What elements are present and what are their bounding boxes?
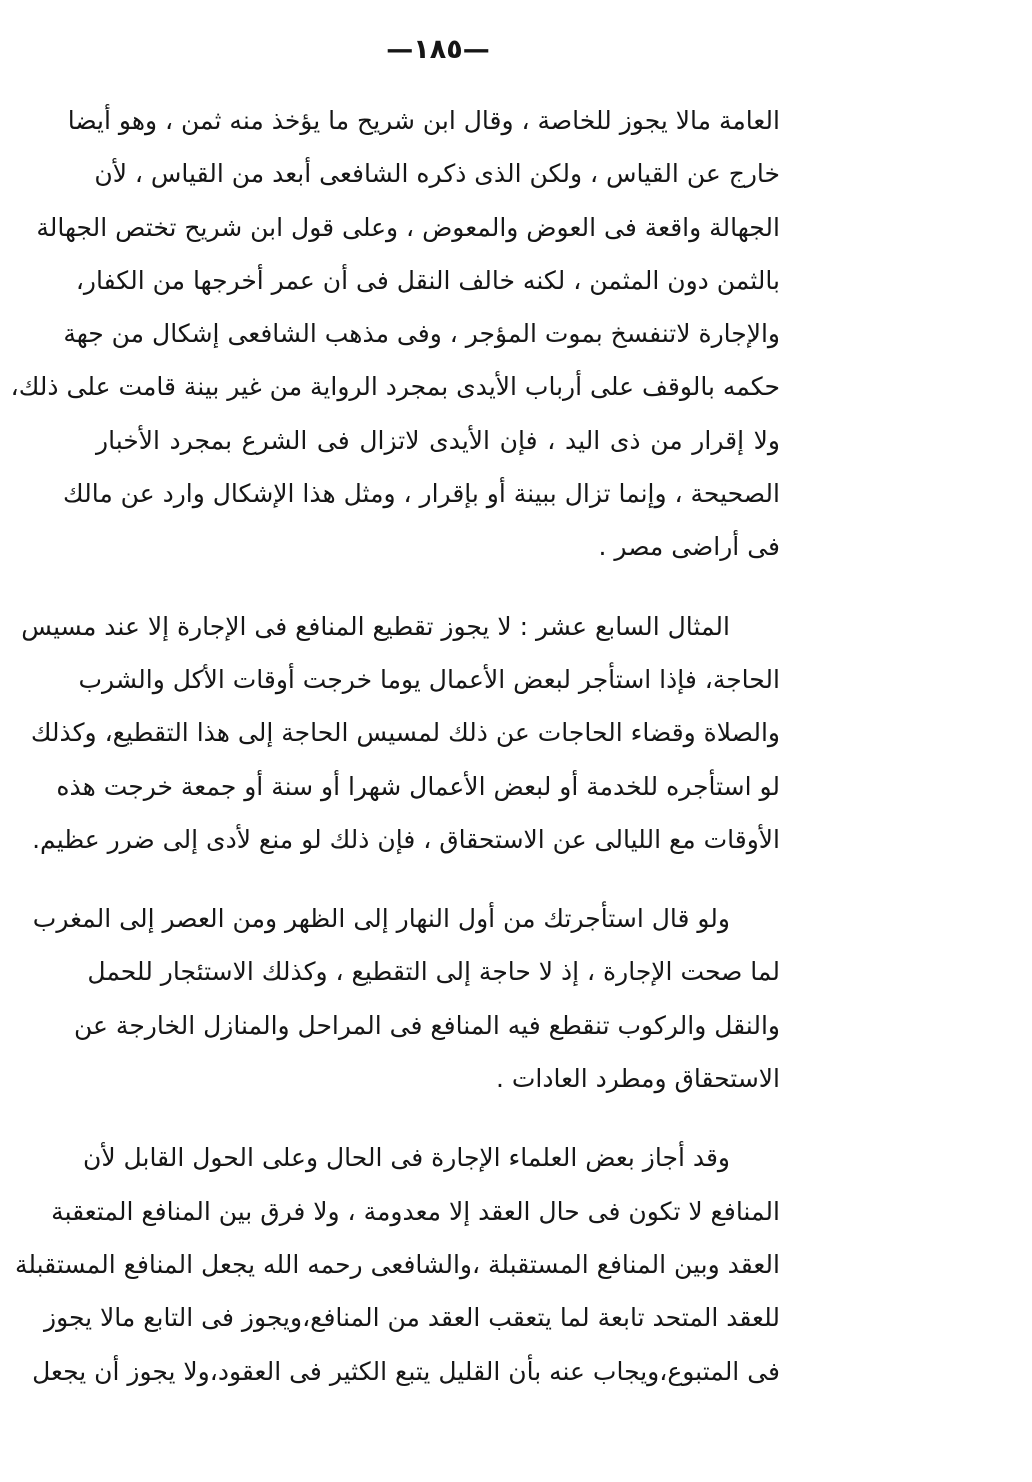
text-line: العامة مالا يجوز للخاصة ، وقال ابن شريح ما يؤخذ منه ثمن ، وهو أيضا (67, 106, 780, 135)
text-line: الاستحقاق ومطرد العادات . (495, 1064, 780, 1094)
paragraph (21, 600, 780, 866)
text-line: حكمه بالوقف على أرباب الأيدى بمجرد الرواية من غير بينة قامت على ذلك، (10, 372, 780, 402)
text-line: الحاجة، فإذا استأجر لبعض الأعمال يوما خرجت أوقات الأكل والشرب (78, 664, 780, 694)
text-line: المنافع لا تكون فى حال العقد إلا معدومة ، ولا فرق بين المنافع المتعقبة (51, 1196, 780, 1226)
text-line: للعقد المتحد تابعة لما يتعقب العقد من المنافع،ويجوز فى التابع مالا يجوز (44, 1303, 780, 1333)
paragraph (10, 94, 780, 574)
paragraph (14, 1131, 780, 1397)
text-line: خارج عن القياس ، ولكن الذى ذكره الشافعى أبعد من القياس ، لأن (94, 159, 780, 189)
text-line: والصلاة وقضاء الحاجات عن ذلك لمسيس الحاجة إلى هذا التقطيع، وكذلك (30, 718, 780, 748)
text-line: الجهالة واقعة فى العوض والمعوض ، وعلى قول ابن شريح تختص الجهالة (36, 212, 780, 242)
paragraph-gap (96, 866, 780, 892)
paragraph-gap (96, 574, 780, 600)
text-line: والنقل والركوب تنقطع فيه المنافع فى المراحل والمنازل الخارجة عن (74, 1010, 780, 1040)
text-line: العقد وبين المنافع المستقبلة ،والشافعى رحمه الله يجعل المنافع المستقبلة (14, 1249, 780, 1279)
text-line: فى أراضى مصر . (598, 532, 780, 562)
text-line: لو استأجره للخدمة أو لبعض الأعمال شهرا أو سنة أو جمعة خرجت هذه (56, 771, 780, 801)
paragraph (32, 892, 780, 1105)
text-line: فى المتبوع،ويجاب عنه بأن القليل يتبع الكثير فى العقود،ولا يجوز أن يجعل (32, 1356, 780, 1386)
paragraph-gap (96, 1105, 780, 1131)
text-line: ولا إقرار من ذى اليد ، فإن الأيدى لاتزال فى الشرع بمجرد الأخبار (96, 425, 780, 455)
text-line: الأوقات مع الليالى عن الاستحقاق ، فإن ذلك لو منع لأدى إلى ضرر عظيم. (32, 824, 780, 854)
text-line: الصحيحة ، وإنما تزال ببينة أو بإقرار ، ومثل هذا الإشكال وارد عن مالك (63, 479, 780, 509)
text-line: لما صحت الإجارة ، إذ لا حاجة إلى التقطيع ، وكذلك الاستئجار للحمل (87, 957, 780, 987)
text-line: وقد أجاز بعض العلماء الإجارة فى الحال وعلى الحول القابل لأن (82, 1143, 730, 1173)
text-line: ولو قال استأجرتك من أول النهار إلى الظهر ومن العصر إلى المغرب (32, 904, 730, 934)
text-line: المثال السابع عشر : لا يجوز تقطيع المنافع فى الإجارة إلا عند مسيس (21, 611, 730, 641)
body-text (10, 94, 780, 1398)
text-line: والإجارة لاتنفسخ بموت المؤجر ، وفى مذهب الشافعى إشكال من جهة (63, 319, 780, 349)
page-number: —١٨٥— (386, 34, 490, 65)
text-line: بالثمن دون المثمن ، لكنه خالف النقل فى أن عمر أخرجها من الكفار، (75, 265, 780, 295)
